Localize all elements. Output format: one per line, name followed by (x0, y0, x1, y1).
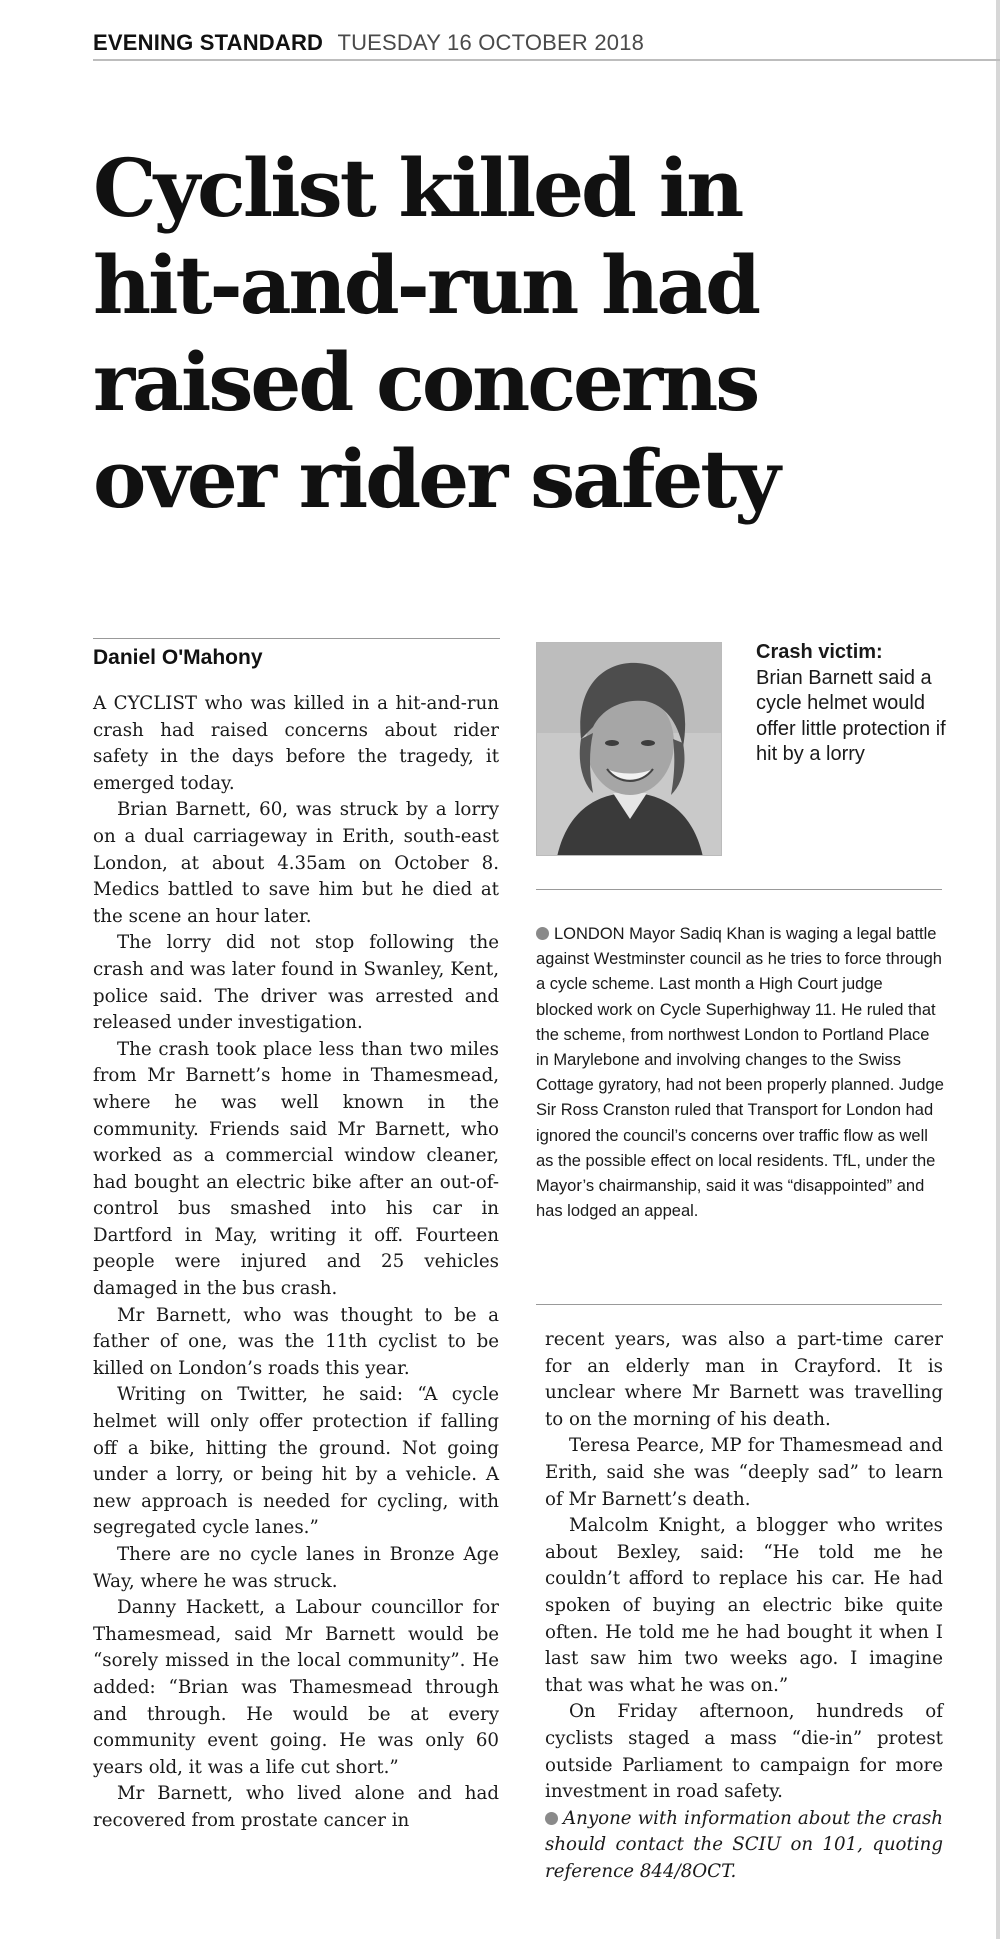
sidebar-text: LONDON Mayor Sadiq Khan is waging a legal battle against Westminster council as he tries to force through a cycle scheme. Last month a High Court judge blocked work on Cycle Superhighway 11. He ruled that the scheme, from northwest London to Portland Place in Marylebone and involving changes to the Swiss Cottage gyratory, had not been properly planned. Judge Sir Ross Cranston ruled that Transport for London had ignored the council’s concerns over traffic flow as well as the possible effect on local residents. TfL, under the Mayor’s chairmanship, said it was “disappointed” and has lodged an appeal. (536, 925, 944, 1221)
article-paragraph: On Friday afternoon, hundreds of cyclists staged a mass “die-in” protest outside Parliament to campaign for more investment in road safety. (545, 1701, 943, 1803)
issue-date: TUESDAY 16 OCTOBER 2018 (337, 30, 645, 55)
masthead-rule (93, 59, 1000, 61)
headline-line: over rider safety (93, 432, 778, 526)
article-paragraph: Writing on Twitter, he said: “A cycle helmet will only offer protection if falling off a bike, hitting the ground. Not going under a lorry, or being hit by a vehicle. A new approach is needed for cycling, with segregated cycle lanes.” (93, 1384, 499, 1539)
article-paragraph: recent years, was also a part-time carer for an elderly man in Crayford. It is unclear where Mr Barnett was travelling to on the morning of his death. (545, 1329, 943, 1430)
publication-name: EVENING STANDARD (93, 30, 324, 55)
article-paragraph: Mr Barnett, who lived alone and had recovered from prostate cancer in (93, 1783, 499, 1831)
sidebar-top-rule (536, 889, 942, 890)
caption-label: Crash victim: (756, 641, 883, 663)
article-paragraph: Malcolm Knight, a blogger who writes about Bexley, said: “He told me he couldn’t afford to replace his car. He had spoken of buying an electric bike quite often. He told me he had bought it when I last saw him two weeks ago. I imagine that was what he was on.” (545, 1515, 943, 1696)
article-paragraph: The crash took place less than two miles from Mr Barnett’s home in Thamesmead, where he was well known in the community. Friends said Mr Barnett, who worked as a commercial window cleaner, had bought an electric bike after an out-of-control bus smashed into his car in Dartford in May, writing it off. Fourteen people were injured and 25 vehicles damaged in the bus crash. (93, 1038, 499, 1300)
article-paragraph: Danny Hackett, a Labour councillor for Thamesmead, said Mr Barnett would be “sorely missed in the local community”. He added: “Brian was Thamesmead through and through. He would be at every community event going. He was only 60 years old, it was a life cut short.” (93, 1597, 499, 1778)
article-paragraph: There are no cycle lanes in Bronze Age Way, where he was struck. (93, 1544, 499, 1592)
article-column-right (545, 1327, 943, 1885)
masthead (93, 30, 1000, 60)
article-paragraph: Brian Barnett, 60, was struck by a lorry on a dual carriageway in Erith, south-east London, at about 4.35am on October 8. Medics battled to save him but he died at the scene an hour later. (93, 799, 499, 927)
byline: Daniel O'Mahony (93, 646, 263, 669)
bullet-icon (545, 1812, 558, 1825)
article-paragraph: Teresa Pearce, MP for Thamesmead and Erith, said she was “deeply sad” to learn of Mr Barnett’s death. (545, 1435, 943, 1510)
photo-caption (756, 640, 956, 768)
byline-rule (93, 638, 500, 639)
article-column-left (93, 691, 499, 1835)
article-paragraph: The lorry did not stop following the crash and was later found in Swanley, Kent, police said. The driver was arrested and released under investigation. (93, 932, 499, 1034)
info-note (545, 1806, 943, 1886)
info-note-text: Anyone with information about the crash should contact the SCIU on 101, quoting reference 844/8OCT. (545, 1807, 943, 1882)
caption-text: Brian Barnett said a cycle helmet would offer little protection if hit by a lorry (756, 666, 946, 765)
victim-photo (536, 642, 722, 856)
article-paragraph: A CYCLIST who was killed in a hit-and-run crash had raised concerns about rider safety in the days before the tragedy, it emerged today. (93, 693, 499, 794)
sidebar-story (536, 922, 944, 1224)
bullet-icon (536, 927, 549, 940)
headline-line: hit-and-run had (93, 238, 759, 332)
headline (93, 140, 973, 528)
headline-line: raised concerns (93, 335, 758, 429)
portrait-image-icon (537, 643, 722, 856)
headline-line: Cyclist killed in (93, 141, 742, 235)
page-edge (996, 0, 1000, 1939)
article-paragraph: Mr Barnett, who was thought to be a father of one, was the 11th cyclist to be killed on London’s roads this year. (93, 1304, 499, 1379)
sidebar-bottom-rule (536, 1304, 942, 1305)
